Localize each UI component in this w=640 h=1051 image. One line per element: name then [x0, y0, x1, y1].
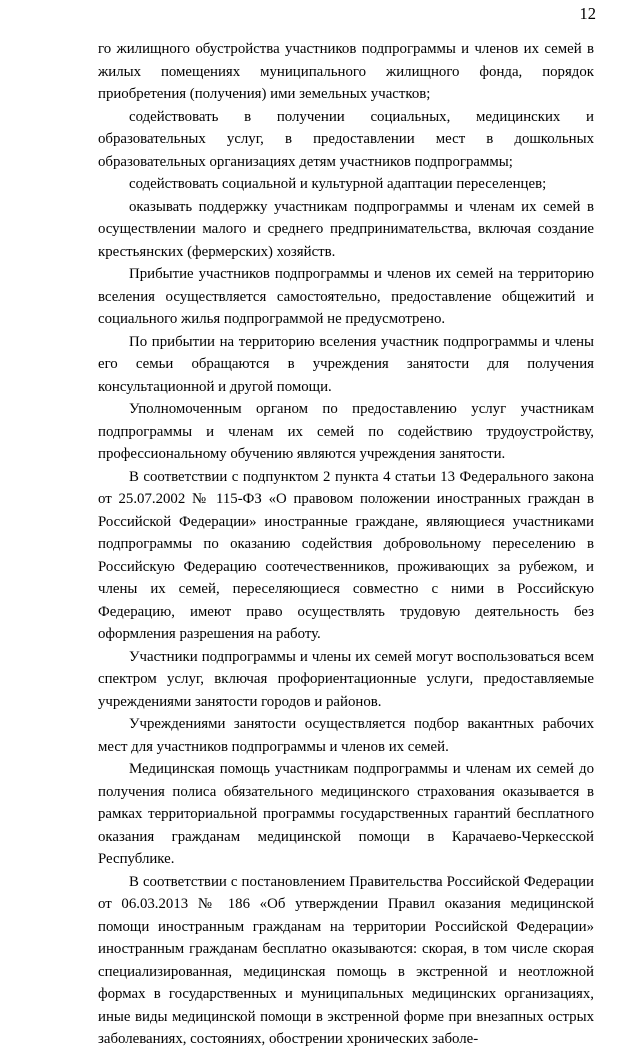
paragraph: В соответствии с постановлением Правительства Российской Федерации от 06.03.2013 № 186 «Об утверждении Правил оказания медицинской помощи иностранным гражданам на территории Российской Федерации» иностранным гражданам бесплатно оказываются: скорая, в том числе скорая специализированная, медицинская помощь в экстренной и неотложной формах в государственных и муниципальных медицинских организациях, иные виды медицинской помощи в экстренной форме при внезапных острых заболеваниях, состояниях, обострении хронических заболе-: [98, 873, 594, 1047]
paragraph: оказывать поддержку участникам подпрограммы и членам их семей в осуществлении малого и среднего предпринимательства, включая создание крестьянских (фермерских) хозяйств.: [98, 198, 594, 260]
paragraph: Прибытие участников подпрограммы и членов их семей на территорию вселения осуществляется самостоятельно, предоставление общежитий и социального жилья подпрограммой не предусмотрено.: [98, 266, 594, 327]
page-number: 12: [579, 4, 596, 23]
paragraph: В соответствии с подпунктом 2 пункта 4 статьи 13 Федерального закона от 25.07.2002 № 115-ФЗ «О правовом положении иностранных граждан в Российской Федерации» иностранные граждане, являющиеся участниками подпрограммы по оказанию содействия добровольному переселению в Российскую Федерацию соотечественников, проживающих за рубежом, и члены их семей, переселяющиеся совместно с ними в Российскую Федерацию, имеют право осуществлять трудовую деятельность без оформления разрешения на работу.: [98, 468, 594, 642]
paragraph-continuation: го жилищного обустройства участников подпрограммы и членов их семей в жилых помещениях муниципального жилищного фонда, порядок приобретения (получения) ими земельных участков;: [98, 41, 594, 102]
paragraph: Уполномоченным органом по предоставлению услуг участникам подпрограммы и членам их семей по содействию трудоустройству, профессиональному обучению являются учреждения занятости.: [98, 401, 594, 462]
paragraph: Участники подпрограммы и члены их семей могут воспользоваться всем спектром услуг, включая профориентационные услуги, предоставляемые учреждениями занятости городов и районов.: [98, 648, 594, 710]
paragraph: По прибытии на территорию вселения участник подпрограммы и члены его семьи обращаются в учреждения занятости для получения консультационной и другой помощи.: [98, 333, 594, 395]
paragraph: содействовать в получении социальных, медицинских и образовательных услуг, в предоставлении мест в дошкольных образовательных организациях детям участников подпрограммы;: [98, 108, 594, 170]
document-body: [98, 38, 594, 1051]
paragraph: содействовать социальной и культурной адаптации переселенцев;: [129, 176, 547, 192]
paragraph: Учреждениями занятости осуществляется подбор вакантных рабочих мест для участников подпрограммы и членов их семей.: [98, 716, 594, 755]
paragraph: Медицинская помощь участникам подпрограммы и членам их семей до получения полиса обязательного медицинского страхования оказывается в рамках территориальной программы государственных гарантий бесплатного оказания гражданам медицинской помощи в Карачаево-Черкесской Республике.: [98, 761, 594, 867]
